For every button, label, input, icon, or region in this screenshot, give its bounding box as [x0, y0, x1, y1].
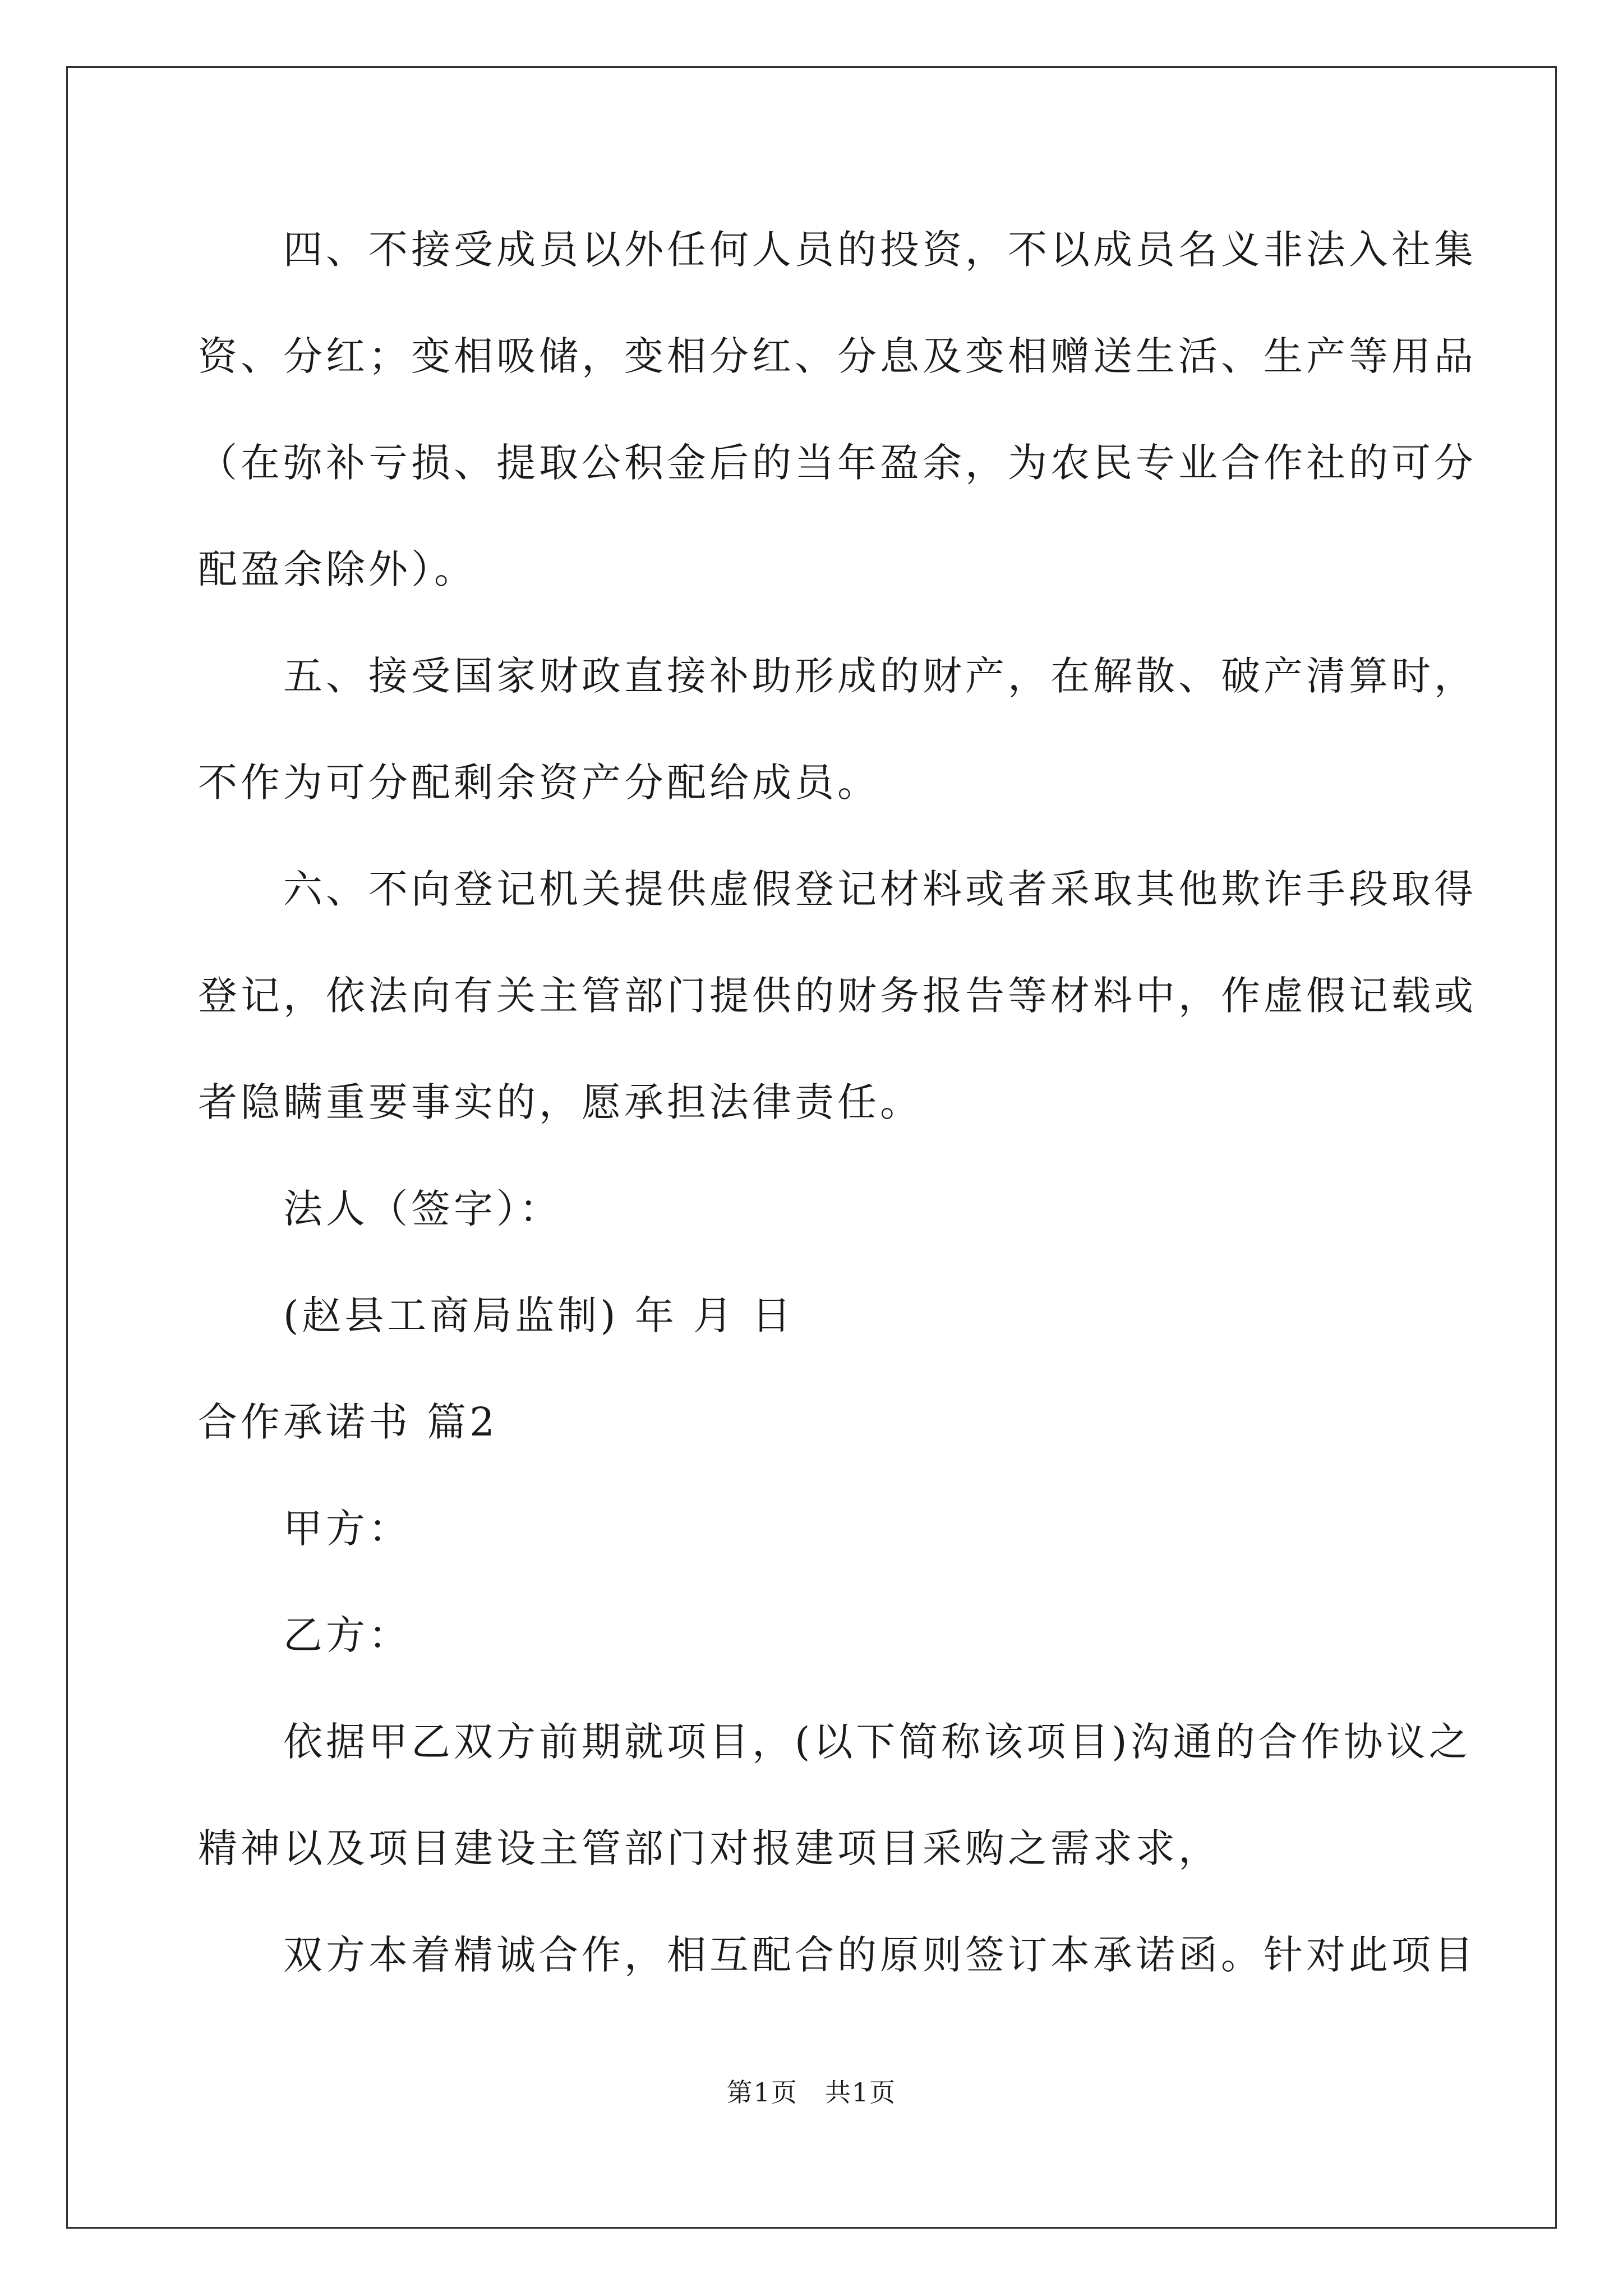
- section-heading: 合作承诺书 篇2: [198, 1399, 498, 1445]
- supervision-date-line: (赵县工商局监制) 年 月 日: [198, 1292, 795, 1338]
- principle-paragraph-line-1: 双方本着精诚合作，相互配合的原则签订本承诺函。针对此项目: [198, 1932, 1477, 1978]
- page-footer: 第1页 共1页: [726, 2077, 897, 2108]
- paragraph-5-line-2: 不作为可分配剩余资产分配给成员。: [198, 760, 880, 806]
- paragraph-4-line-2: 资、分红；变相吸储，变相分红、分息及变相赠送生活、生产等用品: [198, 333, 1477, 379]
- paragraph-5-line-1: 五、接受国家财政直接补助形成的财产，在解散、破产清算时，: [198, 653, 1477, 699]
- paragraph-4-line-3: （在弥补亏损、提取公积金后的当年盈余，为农民专业合作社的可分: [198, 440, 1477, 486]
- page-border: [66, 66, 1557, 2229]
- paragraph-6-line-1: 六、不向登记机关提供虚假登记材料或者采取其他欺诈手段取得: [198, 866, 1477, 912]
- paragraph-6-line-3: 者隐瞒重要事实的，愿承担法律责任。: [198, 1079, 923, 1125]
- paragraph-4-line-4: 配盈余除外）。: [198, 546, 477, 592]
- basis-paragraph-line-1: 依据甲乙双方前期就项目，(以下简称该项目)沟通的合作协议之: [198, 1719, 1472, 1765]
- party-b-line: 乙方：: [198, 1612, 411, 1658]
- basis-paragraph-line-2: 精神以及项目建设主管部门对报建项目采购之需求求，: [198, 1825, 1221, 1871]
- paragraph-6-line-2: 登记，依法向有关主管部门提供的财务报告等材料中，作虚假记载或: [198, 973, 1477, 1019]
- paragraph-4-line-1: 四、不接受成员以外任何人员的投资，不以成员名义非法入社集: [198, 227, 1477, 273]
- party-a-line: 甲方：: [198, 1506, 411, 1552]
- signature-line: 法人（签字）：: [198, 1186, 562, 1232]
